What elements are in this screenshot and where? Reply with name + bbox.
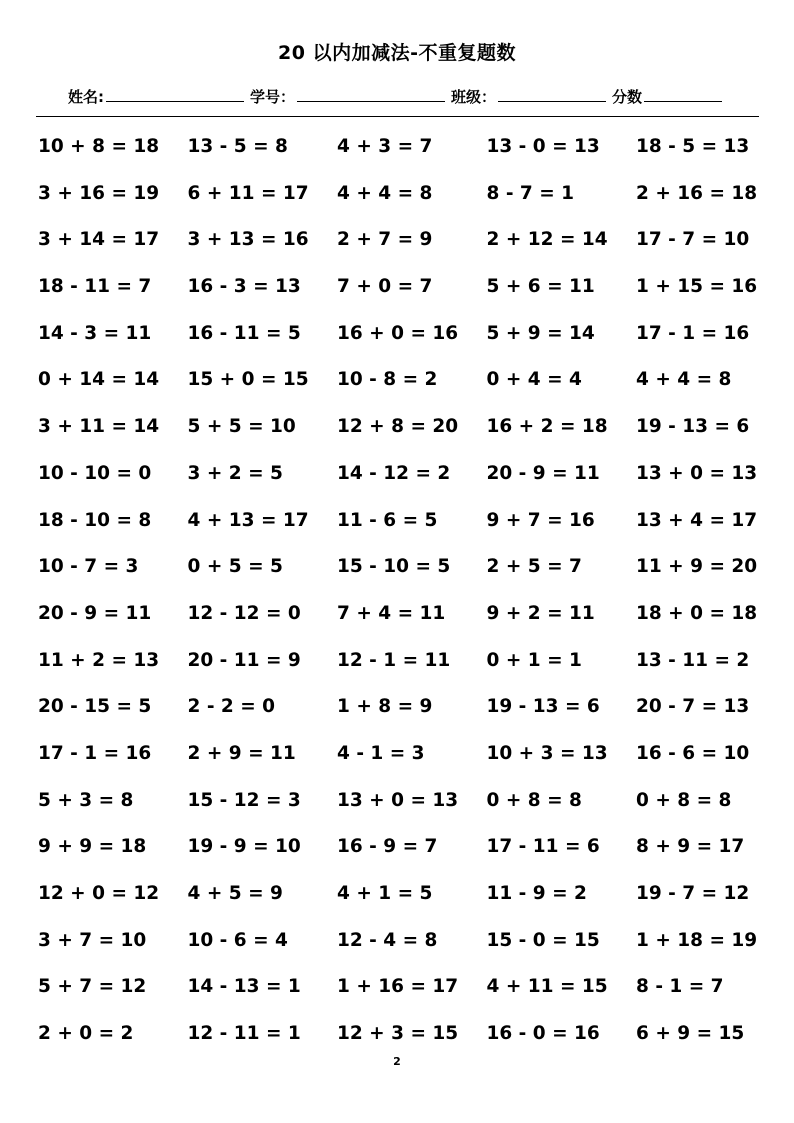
problem-cell: 20 - 9 = 11 [38,602,152,624]
problem-cell: 17 - 7 = 10 [636,229,750,251]
problem-cell: 0 + 1 = 1 [486,649,582,671]
problem-cell: 19 - 9 = 10 [187,836,301,858]
name-label: 姓名: [68,88,104,106]
name-field[interactable] [106,87,244,102]
problem-cell: 10 - 10 = 0 [38,462,152,484]
problem-cell: 12 - 11 = 1 [187,1023,301,1045]
problem-cell: 13 - 5 = 8 [187,136,288,157]
problem-cell: 5 + 6 = 11 [486,276,595,298]
problem-cell: 16 + 2 = 18 [486,416,608,438]
problem-cell: 16 - 6 = 10 [636,742,750,764]
problem-cell: 10 - 6 = 4 [187,929,288,951]
problem-cell: 4 + 13 = 17 [187,509,309,531]
problem-cell: 5 + 3 = 8 [38,789,134,811]
problem-cell: 3 + 7 = 10 [38,929,147,951]
problem-cell: 0 + 14 = 14 [38,369,160,391]
problem-cell: 14 - 12 = 2 [337,462,451,484]
problem-cell: 15 - 0 = 15 [486,929,600,951]
problem-cell: 16 - 0 = 16 [486,1023,600,1045]
problem-cell: 19 - 13 = 6 [486,696,600,718]
problem-cell: 13 + 4 = 17 [636,509,758,531]
problem-cell: 3 + 16 = 19 [38,182,160,204]
problem-cell: 5 + 5 = 10 [187,416,296,438]
problem-cell: 2 + 5 = 7 [486,556,582,578]
problem-cell: 16 - 9 = 7 [337,836,438,858]
problem-cell: 1 + 15 = 16 [636,276,758,298]
score-label: 分数 [612,88,643,106]
problem-cell: 2 + 7 = 9 [337,229,433,251]
problem-cell: 1 + 18 = 19 [636,929,758,951]
problem-cell: 2 + 16 = 18 [636,182,758,204]
problem-cell: 3 + 11 = 14 [38,416,160,438]
problem-cell: 5 + 9 = 14 [486,322,595,344]
problem-cell: 9 + 7 = 16 [486,509,595,531]
problem-cell: 20 - 7 = 13 [636,696,750,718]
problem-cell: 11 - 9 = 2 [486,883,587,904]
problem-cell: 20 - 15 = 5 [38,696,152,718]
student-id-field[interactable] [297,87,445,102]
problem-cell: 11 - 6 = 5 [337,509,438,531]
problem-cell: 3 + 2 = 5 [187,462,283,484]
problem-cell: 14 - 3 = 11 [38,322,152,344]
problem-cell: 4 + 1 = 5 [337,883,433,904]
problem-cell: 4 + 5 = 9 [187,883,283,904]
problem-cell: 18 - 10 = 8 [38,509,152,531]
problem-cell: 17 - 1 = 16 [38,742,152,764]
problem-cell: 12 + 8 = 20 [337,416,459,438]
problem-cell: 10 - 8 = 2 [337,369,438,391]
problem-cell: 7 + 4 = 11 [337,602,446,624]
problem-cell: 10 + 8 = 18 [38,136,160,157]
problem-cell: 4 + 4 = 8 [636,369,732,391]
problem-cell: 18 - 5 = 13 [636,136,750,157]
problem-cell: 13 - 0 = 13 [486,136,600,157]
problem-cell: 12 + 0 = 12 [38,883,160,904]
header-divider [36,116,759,117]
problem-cell: 12 + 3 = 15 [337,1023,459,1045]
problem-cell: 15 - 10 = 5 [337,556,451,578]
problem-cell: 16 + 0 = 16 [337,322,459,344]
problem-cell: 14 - 13 = 1 [187,976,301,998]
problem-cell: 13 - 11 = 2 [636,649,750,671]
problem-cell: 18 - 11 = 7 [38,276,152,298]
problem-cell: 3 + 14 = 17 [38,229,160,251]
problem-cell: 2 + 0 = 2 [38,1023,134,1045]
problem-cell: 8 - 1 = 7 [636,976,724,998]
problem-cell: 6 + 11 = 17 [187,182,309,204]
problem-cell: 10 + 3 = 13 [486,742,608,764]
problem-cell: 19 - 7 = 12 [636,883,750,904]
problem-cell: 8 + 9 = 17 [636,836,745,858]
problem-cell: 4 + 4 = 8 [337,182,433,204]
problem-cell: 4 + 3 = 7 [337,136,433,157]
problem-cell: 17 - 11 = 6 [486,836,600,858]
problem-cell: 7 + 0 = 7 [337,276,433,298]
problem-grid [38,134,788,1068]
problem-cell: 4 + 11 = 15 [486,976,608,998]
problem-cell: 9 + 9 = 18 [38,836,147,858]
problem-cell: 20 - 9 = 11 [486,462,600,484]
problem-cell: 15 - 12 = 3 [187,789,301,811]
student-id-label: 学号： [250,88,296,106]
problem-cell: 0 + 5 = 5 [187,556,283,578]
problem-cell: 5 + 7 = 12 [38,976,147,998]
problem-cell: 11 + 2 = 13 [38,649,160,671]
problem-cell: 0 + 4 = 4 [486,369,582,391]
problem-cell: 0 + 8 = 8 [486,789,582,811]
page-number: 2 [393,1055,401,1068]
problem-cell: 6 + 9 = 15 [636,1023,745,1045]
problem-cell: 8 - 7 = 1 [486,182,575,204]
problem-cell: 2 - 2 = 0 [187,696,276,718]
problem-cell: 16 - 3 = 13 [187,276,301,298]
class-label: 班级： [451,88,497,106]
problem-cell: 2 + 9 = 11 [187,742,296,764]
problem-cell: 15 + 0 = 15 [187,369,309,391]
problem-cell: 12 - 1 = 11 [337,649,451,671]
problem-cell: 13 + 0 = 13 [636,462,758,484]
class-field[interactable] [498,87,606,102]
score-field[interactable] [644,87,722,102]
student-info-row [68,86,748,107]
problem-cell: 10 - 7 = 3 [38,556,139,578]
problem-cell: 1 + 16 = 17 [337,976,459,998]
problem-cell: 9 + 2 = 11 [486,602,595,624]
problem-cell: 18 + 0 = 18 [636,602,758,624]
problem-cell: 12 - 12 = 0 [187,602,301,624]
problem-cell: 13 + 0 = 13 [337,789,459,811]
problem-cell: 0 + 8 = 8 [636,789,732,811]
problem-cell: 17 - 1 = 16 [636,322,750,344]
problem-cell: 19 - 13 = 6 [636,416,750,438]
problem-cell: 1 + 8 = 9 [337,696,433,718]
problem-cell: 3 + 13 = 16 [187,229,309,251]
problem-cell: 2 + 12 = 14 [486,229,608,251]
problem-cell: 11 + 9 = 20 [636,556,758,578]
page-title: 20 以内加减法-不重复题数 [278,42,516,64]
problem-cell: 12 - 4 = 8 [337,929,438,951]
problem-cell: 16 - 11 = 5 [187,322,301,344]
problem-cell: 4 - 1 = 3 [337,742,425,764]
problem-cell: 20 - 11 = 9 [187,649,301,671]
